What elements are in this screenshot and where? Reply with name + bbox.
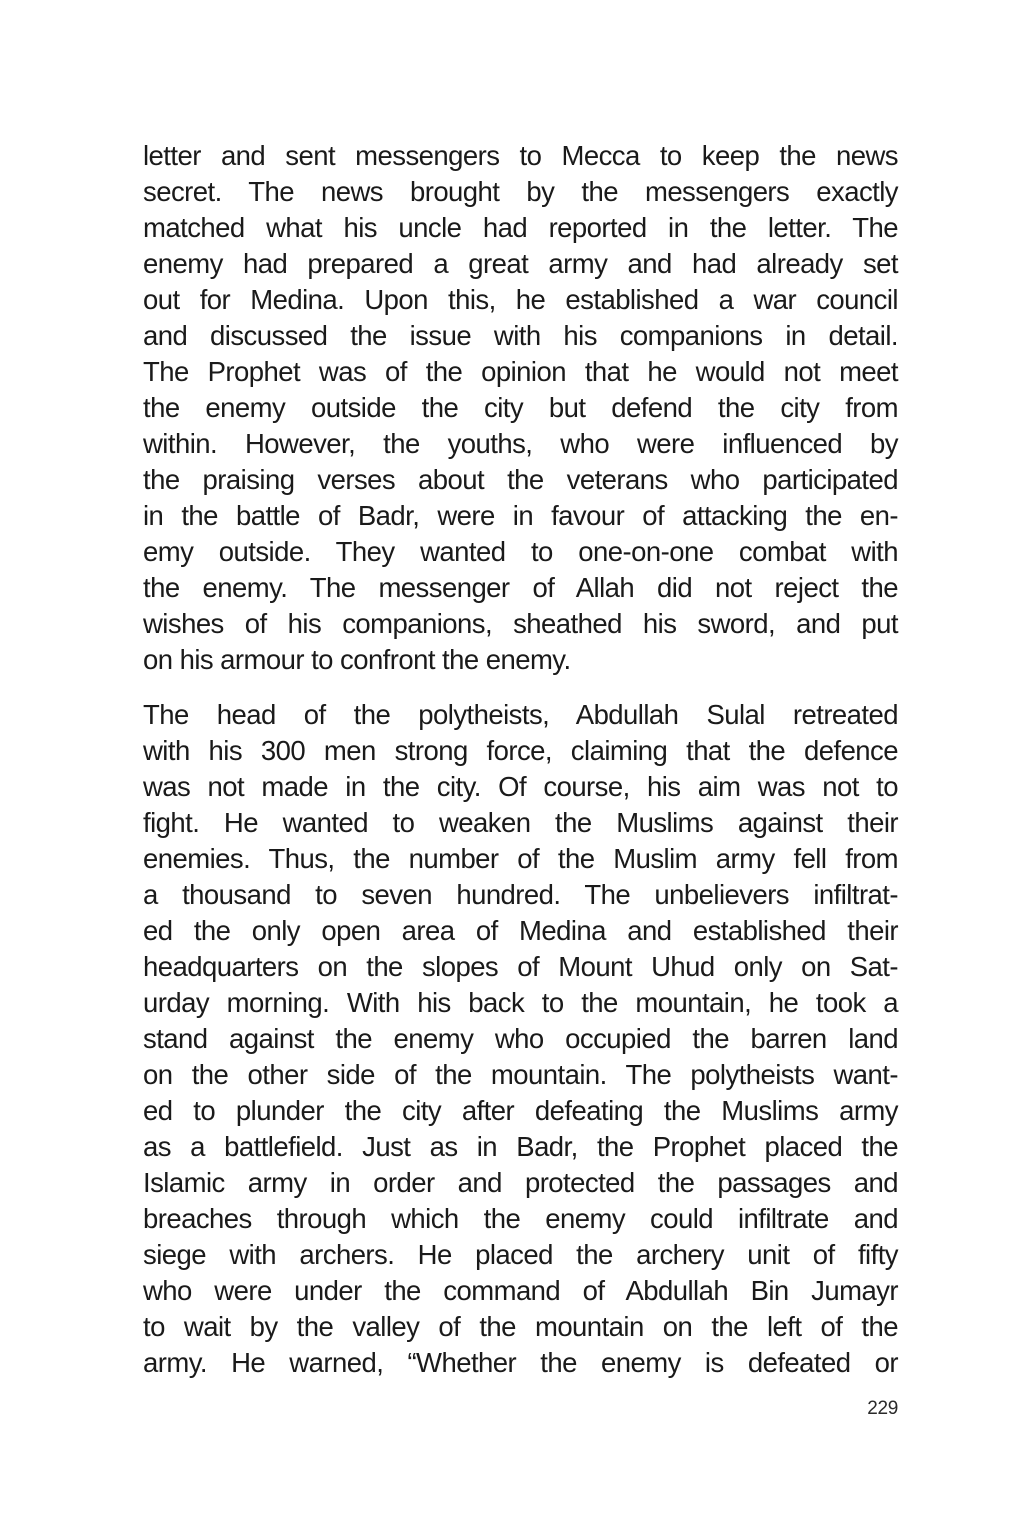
text-line: was not made in the city. Of course, his aim was not to <box>143 771 898 802</box>
text-line: army. He warned, “Whether the enemy is defeated or <box>143 1347 898 1378</box>
text-line: stand against the enemy who occupied the barren land <box>143 1023 898 1054</box>
page-number: 229 <box>867 1398 898 1419</box>
paragraph-battle-of-uhud <box>143 697 898 1381</box>
text-line: the enemy outside the city but defend the city from <box>143 392 898 423</box>
text-line: The Prophet was of the opinion that he would not meet <box>143 356 898 387</box>
text-line: on the other side of the mountain. The polytheists want- <box>143 1059 898 1090</box>
text-line: secret. The news brought by the messengers exactly <box>143 176 898 207</box>
text-line: Islamic army in order and protected the passages and <box>143 1167 898 1198</box>
text-line: who were under the command of Abdullah Bin Jumayr <box>143 1275 898 1306</box>
text-line: headquarters on the slopes of Mount Uhud only on Sat- <box>143 951 898 982</box>
text-line: ed to plunder the city after defeating the Muslims army <box>143 1095 898 1126</box>
text-line: The head of the polytheists, Abdullah Sulal retreated <box>143 699 898 730</box>
text-line: as a battlefield. Just as in Badr, the Prophet placed the <box>143 1131 898 1162</box>
text-line: on his armour to confront the enemy. <box>143 644 571 675</box>
text-line: wishes of his companions, sheathed his sword, and put <box>143 608 898 639</box>
text-line: fight. He wanted to weaken the Muslims against their <box>143 807 898 838</box>
text-line: enemy had prepared a great army and had already set <box>143 248 898 279</box>
body-text <box>143 138 898 1381</box>
text-line: in the battle of Badr, were in favour of attacking the en- <box>143 500 898 531</box>
text-line: out for Medina. Upon this, he established a war council <box>143 284 898 315</box>
text-line: and discussed the issue with his companions in detail. <box>143 320 898 351</box>
text-line: emy outside. They wanted to one-on-one combat with <box>143 536 898 567</box>
text-line: the enemy. The messenger of Allah did not reject the <box>143 572 898 603</box>
text-line: the praising verses about the veterans who participated <box>143 464 898 495</box>
text-line: to wait by the valley of the mountain on the left of the <box>143 1311 898 1342</box>
text-line: enemies. Thus, the number of the Muslim army fell from <box>143 843 898 874</box>
text-line: urday morning. With his back to the mountain, he took a <box>143 987 898 1018</box>
text-line: a thousand to seven hundred. The unbelievers infiltrat- <box>143 879 898 910</box>
text-line: matched what his uncle had reported in the letter. The <box>143 212 898 243</box>
text-line: with his 300 men strong force, claiming that the defence <box>143 735 898 766</box>
text-line: letter and sent messengers to Mecca to keep the news <box>143 140 898 171</box>
paragraph-war-council <box>143 138 898 678</box>
text-line: ed the only open area of Medina and established their <box>143 915 898 946</box>
text-line: within. However, the youths, who were influenced by <box>143 428 898 459</box>
text-line: breaches through which the enemy could infiltrate and <box>143 1203 898 1234</box>
text-line: siege with archers. He placed the archery unit of fifty <box>143 1239 898 1270</box>
